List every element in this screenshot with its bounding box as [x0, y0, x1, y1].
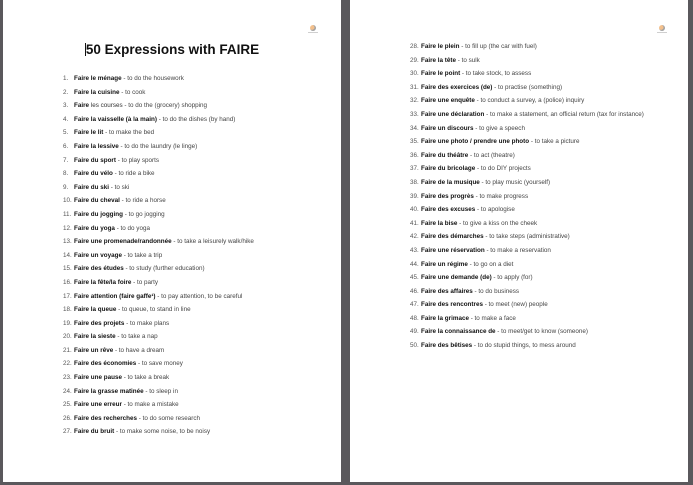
english-translation: - to sleep in: [143, 387, 178, 395]
english-translation: - to make a statement, an official return (tax for instance): [484, 110, 644, 118]
english-translation: - to apologise: [475, 206, 515, 214]
french-expression: Faire un régime: [421, 260, 468, 268]
item-number: 5.: [63, 129, 69, 137]
english-translation: - to take a nap: [115, 333, 158, 341]
list-item: [410, 54, 644, 68]
item-number: 50.: [410, 342, 419, 350]
french-expression: Faire des progrès: [421, 192, 474, 200]
english-translation: - to make a mistake: [121, 401, 179, 409]
item-number: 20.: [63, 333, 72, 341]
list-item: [410, 135, 644, 149]
list-item: [410, 162, 644, 176]
item-number: 3.: [63, 102, 69, 110]
english-translation: - to do the dishes (by hand): [156, 115, 236, 123]
item-number: 31.: [410, 83, 419, 91]
list-item: [410, 285, 644, 299]
item-number: 36.: [410, 151, 419, 159]
french-expression: Faire des rencontres: [421, 301, 483, 309]
english-translation: - to conduct a survey, a (police) inquiry: [474, 97, 585, 105]
list-item: [410, 230, 644, 244]
item-number: 13.: [63, 238, 72, 246]
item-number: 21.: [63, 346, 72, 354]
french-expression: Faire du yoga: [74, 224, 115, 232]
list-item: [63, 317, 254, 331]
french-expression: Faire des études: [74, 265, 124, 273]
english-translation: - to practise (something): [492, 83, 563, 91]
english-translation: - to do the laundry (le linge): [118, 142, 198, 150]
logo-icon: [308, 25, 318, 35]
french-expression: Faire la grasse matinée: [74, 387, 144, 395]
french-expression: Faire la bise: [421, 219, 458, 227]
item-number: 27.: [63, 428, 72, 436]
list-item: [63, 208, 254, 222]
english-translation: - to do some research: [137, 414, 201, 422]
list-item: [63, 344, 254, 358]
list-item: [63, 72, 254, 86]
document-page-2: [350, 0, 688, 482]
french-expression: Faire le point: [421, 70, 461, 78]
list-item: [63, 276, 254, 290]
expression-list-part-2: [410, 40, 644, 353]
item-number: 15.: [63, 265, 72, 273]
french-expression: Faire la tête: [421, 56, 456, 64]
list-item: [63, 113, 254, 127]
english-translation: - to do the housework: [121, 75, 184, 82]
item-number: 11.: [63, 210, 72, 218]
french-expression: Faire la lessive: [74, 142, 119, 150]
item-number: 48.: [410, 314, 419, 322]
english-translation: - to do stupid things, to mess around: [472, 342, 576, 350]
list-item: [63, 398, 254, 412]
english-translation: - to have a dream: [113, 346, 165, 354]
document-page-1: [3, 0, 341, 482]
english-translation: - to meet/get to know (someone): [495, 328, 588, 336]
english-translation: - to pay attention, to be careful: [155, 292, 243, 300]
item-number: 47.: [410, 301, 419, 309]
french-expression: Faire la fête/la foire: [74, 278, 132, 286]
item-number: 38.: [410, 178, 419, 186]
list-item: [63, 330, 254, 344]
french-expression: Faire une enquête: [421, 97, 475, 105]
item-number: 18.: [63, 306, 72, 314]
item-number: 33.: [410, 110, 419, 118]
french-expression: Faire du sport: [74, 156, 116, 164]
logo-icon: [657, 25, 667, 35]
french-expression: Faire la cuisine: [74, 88, 120, 96]
english-translation: - to take a leisurely walk/hike: [171, 238, 254, 246]
english-translation: - to do DIY projects: [475, 165, 531, 173]
english-translation: - to ride a horse: [119, 197, 166, 205]
english-translation: - to make the bed: [103, 129, 155, 137]
french-expression-rest: les courses: [89, 102, 123, 110]
english-translation: - to make progress: [473, 192, 529, 200]
item-number: 28.: [410, 43, 419, 50]
english-translation: - to do the (grocery) shopping: [122, 102, 208, 110]
english-translation: - to queue, to stand in line: [116, 306, 191, 314]
english-translation: - to party: [131, 278, 159, 286]
english-translation: - to make some noise, to be noisy: [114, 428, 211, 436]
french-expression: Faire la grimace: [421, 314, 469, 322]
french-expression: Faire des économies: [74, 360, 137, 368]
english-translation: - to go jogging: [122, 210, 165, 218]
item-number: 7.: [63, 156, 69, 164]
item-number: 22.: [63, 360, 72, 368]
list-item: [63, 262, 254, 276]
english-translation: - to play music (yourself): [479, 178, 551, 186]
item-number: 16.: [63, 278, 72, 286]
french-expression: Faire des projets: [74, 319, 125, 327]
item-number: 35.: [410, 138, 419, 146]
item-number: 29.: [410, 56, 419, 64]
list-item: [410, 190, 644, 204]
list-item: [410, 325, 644, 339]
english-translation: - to do business: [472, 287, 520, 295]
french-expression: Faire un discours: [421, 124, 474, 132]
list-item: [63, 235, 254, 249]
list-item: [63, 194, 254, 208]
english-translation: - to take steps (administrative): [483, 233, 570, 241]
english-translation: - to do yoga: [114, 224, 150, 232]
list-item: [410, 244, 644, 258]
french-expression: Faire des démarches: [421, 233, 484, 241]
list-item: [410, 40, 644, 54]
french-expression: Faire des affaires: [421, 287, 473, 295]
list-item: [410, 258, 644, 272]
french-expression: Faire un voyage: [74, 251, 122, 259]
list-item: [63, 385, 254, 399]
item-number: 41.: [410, 219, 419, 227]
list-item: [63, 181, 254, 195]
item-number: 34.: [410, 124, 419, 132]
english-translation: - to meet (new) people: [482, 301, 548, 309]
item-number: 24.: [63, 387, 72, 395]
item-number: 40.: [410, 206, 419, 214]
french-expression: Faire le lit: [74, 129, 104, 137]
item-number: 25.: [63, 401, 72, 409]
french-expression: Faire attention (faire gaffe¹): [74, 292, 156, 300]
list-item: [410, 67, 644, 81]
english-translation: - to fill up (the car with fuel): [459, 43, 537, 50]
french-expression: Faire la vaisselle (à la main): [74, 115, 157, 123]
english-translation: - to study (further education): [123, 265, 205, 273]
english-translation: - to take a picture: [529, 138, 580, 146]
item-number: 23.: [63, 374, 72, 382]
french-expression: Faire des recherches: [74, 414, 138, 422]
list-item: [63, 357, 254, 371]
french-expression: Faire du cheval: [74, 197, 120, 205]
item-number: 49.: [410, 328, 419, 336]
list-item: [410, 339, 644, 353]
english-translation: - to play sports: [116, 156, 160, 164]
list-item: [410, 149, 644, 163]
french-expression: Faire la sieste: [74, 333, 116, 341]
french-expression: Faire: [74, 102, 90, 110]
list-item: [63, 99, 254, 113]
english-translation: - to make a face: [468, 314, 516, 322]
french-expression: Faire du jogging: [74, 210, 123, 218]
english-translation: - to act (theatre): [468, 151, 515, 159]
item-number: 4.: [63, 115, 69, 123]
french-expression: Faire une erreur: [74, 401, 122, 409]
french-expression: Faire du théâtre: [421, 151, 469, 159]
list-item: [63, 371, 254, 385]
item-number: 6.: [63, 142, 69, 150]
list-item: [410, 81, 644, 95]
list-item: [63, 126, 254, 140]
french-expression: Faire une promenade/randonnée: [74, 238, 172, 246]
list-item: [410, 122, 644, 136]
english-translation: - to ride a bike: [112, 170, 155, 178]
list-item: [63, 86, 254, 100]
english-translation: - to take a break: [121, 374, 170, 382]
english-translation: - to save money: [136, 360, 183, 368]
item-number: 8.: [63, 170, 69, 178]
french-expression: Faire du bruit: [74, 428, 115, 436]
list-item: [410, 203, 644, 217]
item-number: 19.: [63, 319, 72, 327]
french-expression: Faire une réservation: [421, 246, 485, 254]
item-number: 1.: [63, 75, 69, 82]
list-item: [410, 217, 644, 231]
item-number: 43.: [410, 246, 419, 254]
french-expression: Faire une pause: [74, 374, 122, 382]
item-number: 44.: [410, 260, 419, 268]
item-number: 42.: [410, 233, 419, 241]
english-translation: - to give a speech: [473, 124, 525, 132]
list-item: [410, 108, 644, 122]
item-number: 14.: [63, 251, 72, 259]
list-item: [63, 290, 254, 304]
french-expression: Faire une déclaration: [421, 110, 485, 118]
list-item: [410, 312, 644, 326]
list-item: [63, 154, 254, 168]
french-expression: Faire une photo / prendre une photo: [421, 138, 530, 146]
french-expression: Faire le plein: [421, 43, 460, 50]
item-number: 30.: [410, 70, 419, 78]
item-number: 46.: [410, 287, 419, 295]
french-expression: Faire la connaissance de: [421, 328, 496, 336]
list-item: [63, 249, 254, 263]
list-item: [63, 167, 254, 181]
english-translation: - to take a trip: [121, 251, 163, 259]
item-number: 37.: [410, 165, 419, 173]
list-item: [410, 298, 644, 312]
french-expression: Faire du ski: [74, 183, 109, 191]
item-number: 9.: [63, 183, 69, 191]
list-item: [63, 222, 254, 236]
list-item: [410, 271, 644, 285]
french-expression: Faire la queue: [74, 306, 117, 314]
list-item: [63, 303, 254, 317]
english-translation: - to apply (for): [491, 274, 533, 282]
french-expression: Faire le ménage: [74, 75, 122, 82]
english-translation: - to take stock, to assess: [460, 70, 532, 78]
french-expression: Faire des excuses: [421, 206, 476, 214]
item-number: 2.: [63, 88, 69, 96]
english-translation: - to ski: [109, 183, 130, 191]
list-item: [410, 176, 644, 190]
item-number: 17.: [63, 292, 72, 300]
list-item: [63, 412, 254, 426]
expression-list-part-1: [63, 72, 254, 439]
english-translation: - to sulk: [456, 56, 480, 64]
item-number: 26.: [63, 414, 72, 422]
english-translation: - to go on a diet: [467, 260, 514, 268]
item-number: 10.: [63, 197, 72, 205]
list-item: [63, 425, 254, 439]
french-expression: Faire du bricolage: [421, 165, 476, 173]
french-expression: Faire du vélo: [74, 170, 113, 178]
list-item: [410, 94, 644, 108]
french-expression: Faire de la musique: [421, 178, 480, 186]
english-translation: - to give a kiss on the cheek: [457, 219, 538, 227]
english-translation: - to cook: [119, 88, 146, 96]
english-translation: - to make a reservation: [484, 246, 551, 254]
list-item: [63, 140, 254, 154]
french-expression: Faire un rêve: [74, 346, 114, 354]
item-number: 12.: [63, 224, 72, 232]
item-number: 32.: [410, 97, 419, 105]
english-translation: - to make plans: [124, 319, 170, 327]
french-expression: Faire des exercices (de): [421, 83, 493, 91]
page-title: 50 Expressions with FAIRE: [85, 42, 260, 57]
item-number: 39.: [410, 192, 419, 200]
item-number: 45.: [410, 274, 419, 282]
french-expression: Faire une demande (de): [421, 274, 492, 282]
french-expression: Faire des bêtises: [421, 342, 473, 350]
